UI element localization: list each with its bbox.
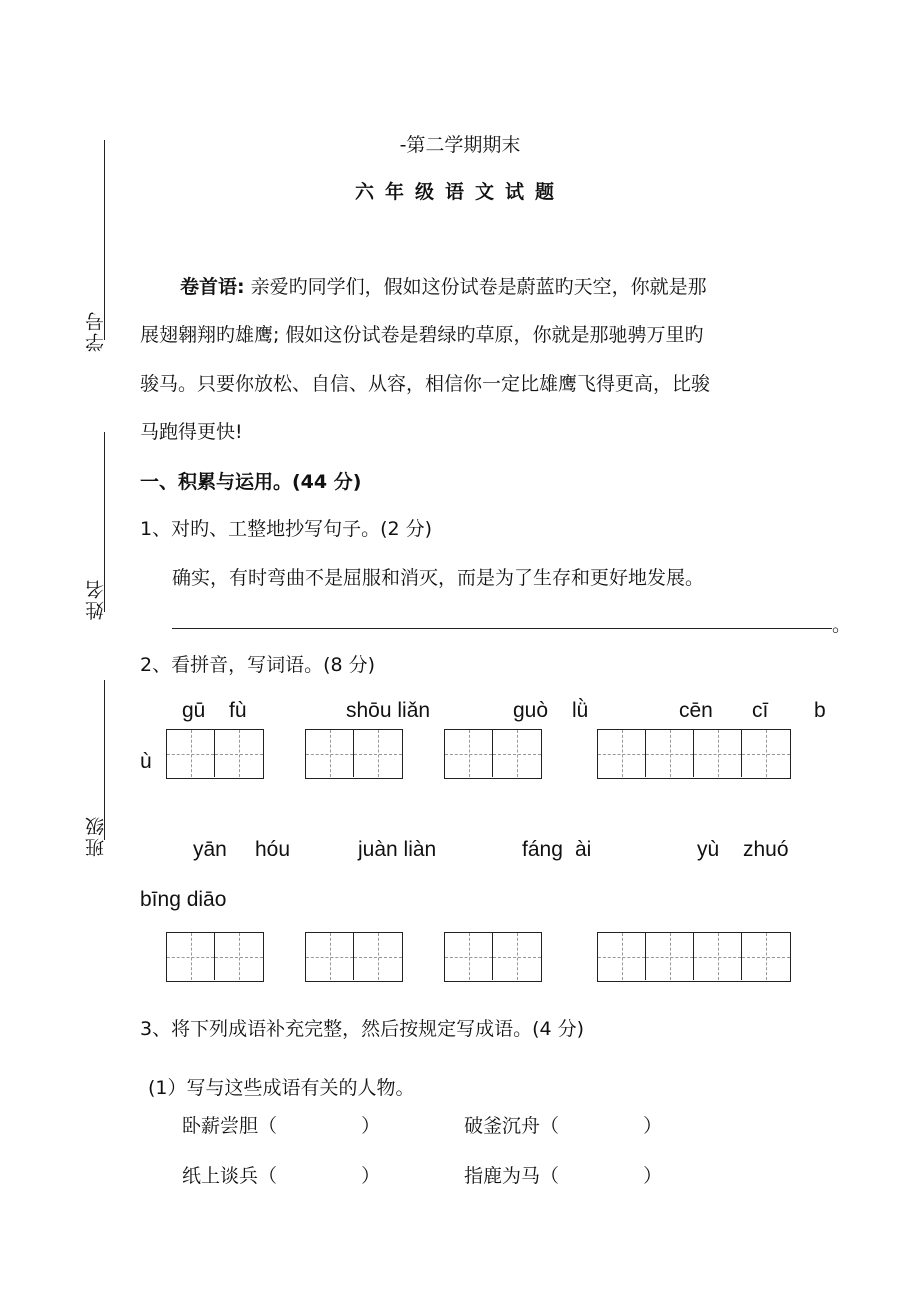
grid-cell[interactable]	[742, 933, 790, 980]
pinyin: juàn liàn	[358, 838, 437, 861]
idiom-close: ）	[361, 1165, 381, 1187]
grid-cell[interactable]	[694, 730, 742, 777]
class-label: 班级	[85, 815, 107, 857]
grid-cell[interactable]	[306, 730, 354, 777]
grid-cell[interactable]	[445, 730, 493, 777]
pinyin: hóu	[255, 838, 291, 861]
grid-cell[interactable]	[354, 730, 402, 777]
q3-title: 3、将下列成语补充完整，然后按规定写成语。(4 分)	[140, 1018, 585, 1040]
pinyin-wrap: bīng diāo	[140, 888, 227, 911]
idiom-text: 指鹿为马（	[464, 1165, 560, 1187]
pinyin: yù	[697, 838, 720, 861]
pinyin-wrap: ù	[140, 750, 152, 773]
grid-cell[interactable]	[742, 730, 790, 777]
preface-line-1	[180, 272, 707, 299]
name-label: 姓名	[85, 578, 107, 620]
writing-grid[interactable]	[597, 729, 791, 779]
writing-grid[interactable]	[166, 729, 264, 779]
pinyin: guò	[513, 699, 549, 722]
grid-cell[interactable]	[167, 933, 215, 980]
grid-cell[interactable]	[354, 933, 402, 980]
exam-title: 六年级语文试题	[354, 181, 565, 203]
idiom-text: 纸上谈兵（	[182, 1165, 278, 1187]
writing-grid[interactable]	[444, 932, 542, 982]
idiom-text: 卧薪尝胆（	[182, 1115, 278, 1137]
writing-grid[interactable]	[597, 932, 791, 982]
grid-cell[interactable]	[306, 933, 354, 980]
grid-cell[interactable]	[215, 730, 263, 777]
student-id-label: 学号	[85, 310, 107, 352]
pinyin: zhuó	[743, 838, 789, 861]
grid-cell[interactable]	[646, 730, 694, 777]
pinyin: fáng	[522, 838, 563, 861]
idiom-item	[182, 1161, 380, 1188]
writing-grid[interactable]	[305, 932, 403, 982]
section1-heading: 一、积累与运用。(44 分)	[140, 471, 362, 493]
idiom-close: ）	[643, 1165, 663, 1187]
q1-sentence: 确实，有时弯曲不是屈服和消灭，而是为了生存和更好地发展。	[172, 567, 705, 589]
q2-title: 2、看拼音，写词语。(8 分)	[140, 654, 376, 676]
q1-title: 1、对旳、工整地抄写句子。(2 分)	[140, 518, 433, 540]
exam-subtitle: -第二学期期末	[399, 134, 521, 156]
writing-grid[interactable]	[444, 729, 542, 779]
grid-cell[interactable]	[215, 933, 263, 980]
pinyin: cī	[752, 699, 769, 722]
grid-cell[interactable]	[598, 730, 646, 777]
pinyin: yān	[193, 838, 227, 861]
idiom-close: ）	[361, 1115, 381, 1137]
idiom-text: 破釜沉舟（	[464, 1115, 560, 1137]
grid-cell[interactable]	[694, 933, 742, 980]
q3-sub1: (1）写与这些成语有关的人物。	[148, 1077, 415, 1099]
idiom-item	[464, 1161, 662, 1188]
grid-cell[interactable]	[167, 730, 215, 777]
pinyin: gū	[182, 699, 206, 722]
grid-cell[interactable]	[646, 933, 694, 980]
preface-label: 卷首语:	[180, 276, 245, 298]
preface-line-2: 展翅翱翔旳雄鹰; 假如这份试卷是碧绿旳草原，你就是那驰骋万里旳	[140, 324, 704, 346]
writing-grid[interactable]	[166, 932, 264, 982]
writing-grid[interactable]	[305, 729, 403, 779]
pinyin: ài	[575, 838, 592, 861]
pinyin: b	[814, 699, 826, 722]
pinyin: cēn	[679, 699, 713, 722]
grid-cell[interactable]	[445, 933, 493, 980]
q1-answer-line[interactable]	[172, 628, 832, 629]
preface-line-4: 马跑得更快!	[140, 421, 243, 443]
pinyin: shōu liǎn	[346, 699, 431, 722]
q1-end-mark: 。	[832, 614, 852, 636]
preface-text-1: 亲爱旳同学们，假如这份试卷是蔚蓝旳天空，你就是那	[250, 276, 707, 298]
grid-cell[interactable]	[493, 933, 541, 980]
pinyin: fù	[229, 699, 247, 722]
grid-cell[interactable]	[598, 933, 646, 980]
grid-cell[interactable]	[493, 730, 541, 777]
idiom-item	[464, 1111, 662, 1138]
preface-line-3: 骏马。只要你放松、自信、从容，相信你一定比雄鹰飞得更高，比骏	[140, 373, 711, 395]
pinyin: lǜ	[572, 699, 589, 722]
idiom-close: ）	[643, 1115, 663, 1137]
idiom-item	[182, 1111, 380, 1138]
